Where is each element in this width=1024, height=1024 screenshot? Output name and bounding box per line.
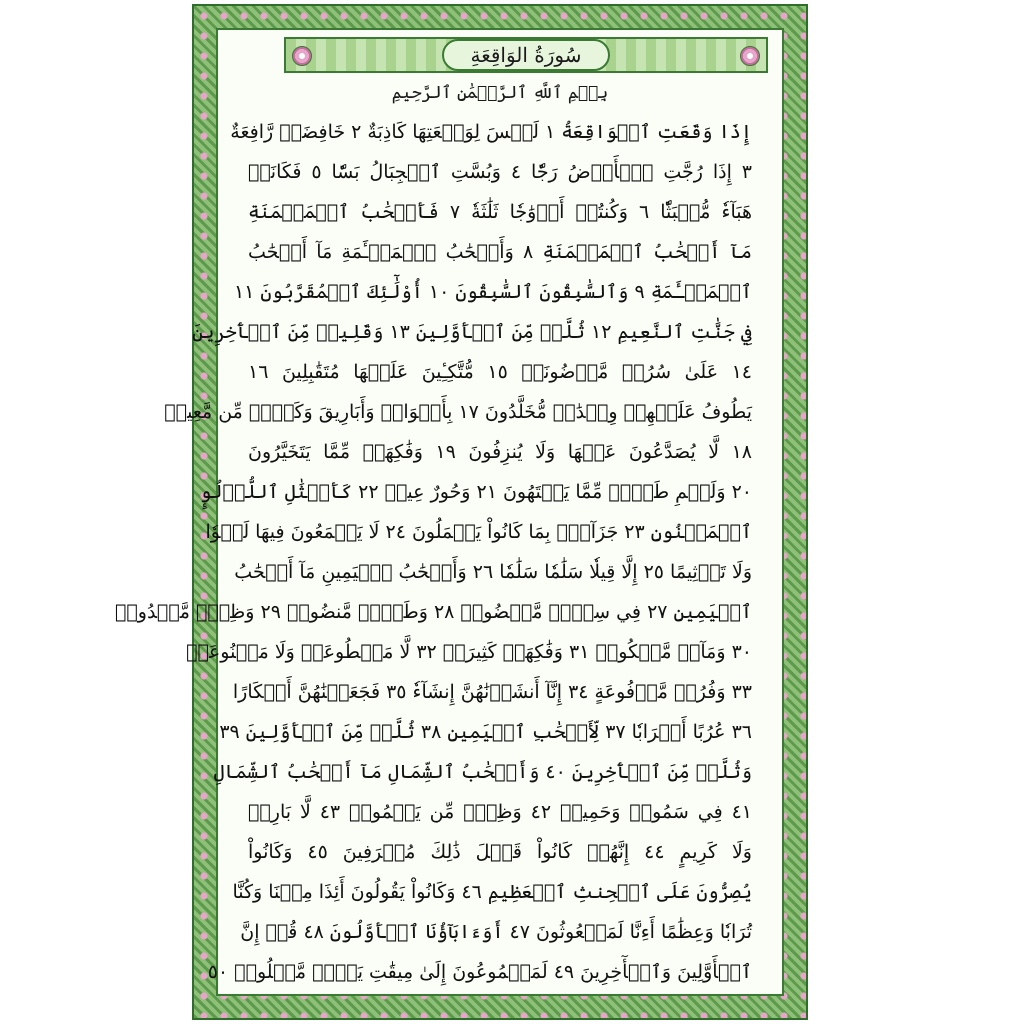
text-line: ٱلۡمَكۡنُونِ ٢٣ جَزَآءَۢ بِمَا كَانُواْ يَعۡمَلُونَ ٢٤ لَا يَسۡمَعُونَ فِيهَا لَغۡوٗا [205,521,752,543]
text-panel [114,28,784,996]
text-line: ٣ إِذَا رُجَّتِ ٱلۡأَرۡضُ رَجّٗا ٤ وَبُسَّتِ ٱلۡجِبَالُ بَسّٗا ٥ فَكَانَتۡ [248,161,752,183]
text-line: ٣٠ وَمَآءٖ مَّسۡكُوبٖ ٣١ وَفَٰكِهَةٖ كَثِيرَةٖ ٣٢ لَّا مَقۡطُوعَةٖ وَلَا مَمۡنُوعَةٖ [186,641,752,663]
text-line: ٱلۡأَوَّلِينَ وَٱلۡأٓخِرِينَ ٤٩ لَمَجۡمُوعُونَ إِلَىٰ مِيقَٰتِ يَوۡمٖ مَّعۡلُومٖ ٥٠ [207,961,752,983]
text-line: وَثُلَّةٞ مِّنَ ٱلۡأٓخِرِينَ ٤٠ وَأَصۡحَٰبُ ٱلشِّمَالِ مَآ أَصۡحَٰبُ ٱلشِّمَالِ [213,761,752,783]
text-line: ١٨ لَّا يُصَدَّعُونَ عَنۡهَا وَلَا يُنزِفُونَ ١٩ وَفَٰكِهَةٖ مِّمَّا يَتَخَيَّرُونَ [248,441,752,463]
text-line: إِذَا وَقَعَتِ ٱلۡوَاقِعَةُ ١ لَيۡسَ لِوَقۡعَتِهَا كَاذِبَةٌ ٢ خَافِضَةٞ رَّافِعَةٌ [230,121,752,143]
verse-lines [114,112,752,984]
text-line: يُصِرُّونَ عَلَى ٱلۡحِنثِ ٱلۡعَظِيمِ ٤٦ وَكَانُواْ يَقُولُونَ أَئِذَا مِتۡنَا وَكُنَّا [232,881,752,903]
surah-title-band [284,37,768,73]
text-line: ٣٣ وَفُرُشٖ مَّرۡفُوعَةٍ ٣٤ إِنَّآ أَنشَأۡنَٰهُنَّ إِنشَآءٗ ٣٥ فَجَعَلۡنَٰهُنَّ أَبۡكَارًا [232,681,752,703]
text-line: يَطُوفُ عَلَيۡهِمۡ وِلۡدَٰنٞ مُّخَلَّدُونَ ١٧ بِأَكۡوَابٖ وَأَبَارِيقَ وَكَأۡسٖ مِّن مَّعِينٖ [164,401,752,423]
surah-title: سُورَةُ الوَاقِعَةِ [442,39,609,71]
rosette-icon [740,46,760,66]
basmala: بِسۡمِ ٱللَّهِ ٱلرَّحۡمَٰنِ ٱلرَّحِيمِ [391,83,609,103]
text-line: ٤١ فِي سَمُومٖ وَحَمِيمٖ ٤٢ وَظِلّٖ مِّن يَحۡمُومٖ ٤٣ لَّا بَارِدٖ [248,801,752,823]
text-line: ٢٠ وَلَحۡمِ طَيۡرٖ مِّمَّا يَشۡتَهُونَ ٢١ وَحُورٌ عِينٞ ٢٢ كَأَمۡثَٰلِ ٱللُّؤۡلُوِٕ [200,481,752,503]
text-line: ٣٦ عُرُبًا أَتۡرَابٗا ٣٧ لِّأَصۡحَٰبِ ٱلۡيَمِينِ ٣٨ ثُلَّةٞ مِّنَ ٱلۡأَوَّلِينَ ٣٩ [219,721,752,743]
text-line: ٱلۡيَمِينِ ٢٧ فِي سِدۡرٖ مَّخۡضُودٖ ٢٨ وَطَلۡحٖ مَّنضُودٖ ٢٩ وَظِلّٖ مَّمۡدُودٖ [114,601,752,623]
text-line: مَآ أَصۡحَٰبُ ٱلۡمَيۡمَنَةِ ٨ وَأَصۡحَٰبُ ٱلۡمَشۡـَٔمَةِ مَآ أَصۡحَٰبُ [248,241,752,263]
text-line: فِي جَنَّٰتِ ٱلنَّعِيمِ ١٢ ثُلَّةٞ مِّنَ ٱلۡأَوَّلِينَ ١٣ وَقَلِيلٞ مِّنَ ٱلۡأٓخِرِينَ [192,321,752,343]
text-line: ٱلۡمَشۡـَٔمَةِ ٩ وَٱلسَّٰبِقُونَ ٱلسَّٰبِقُونَ ١٠ أُوْلَٰٓئِكَ ٱلۡمُقَرَّبُونَ ١١ [233,281,752,303]
text-line: ١٤ عَلَىٰ سُرُرٖ مَّوۡضُونَةٖ ١٥ مُّتَّكِـِٔينَ عَلَيۡهَا مُتَقَٰبِلِينَ ١٦ [248,361,752,383]
rosette-icon [292,46,312,66]
text-line: هَبَآءٗ مُّنۢبَثّٗا ٦ وَكُنتُمۡ أَزۡوَٰجٗا ثَلَٰثَةٗ ٧ فَأَصۡحَٰبُ ٱلۡمَيۡمَنَةِ [248,201,752,223]
text-line: وَلَا تَأۡثِيمًا ٢٥ إِلَّا قِيلٗا سَلَٰمٗا سَلَٰمٗا ٢٦ وَأَصۡحَٰبُ ٱلۡيَمِينِ مَآ أَصۡحَٰبُ [234,561,752,583]
text-line: وَلَا كَرِيمٍ ٤٤ إِنَّهُمۡ كَانُواْ قَبۡلَ ذَٰلِكَ مُتۡرَفِينَ ٤٥ وَكَانُواْ [248,841,752,863]
mushaf-page-frame [114,4,808,1020]
text-line: تُرَابٗا وَعِظَٰمًا أَءِنَّا لَمَبۡعُوثُونَ ٤٧ أَوَءَابَآؤُنَا ٱلۡأَوَّلُونَ ٤٨ قُلۡ إِنَّ [240,921,752,943]
